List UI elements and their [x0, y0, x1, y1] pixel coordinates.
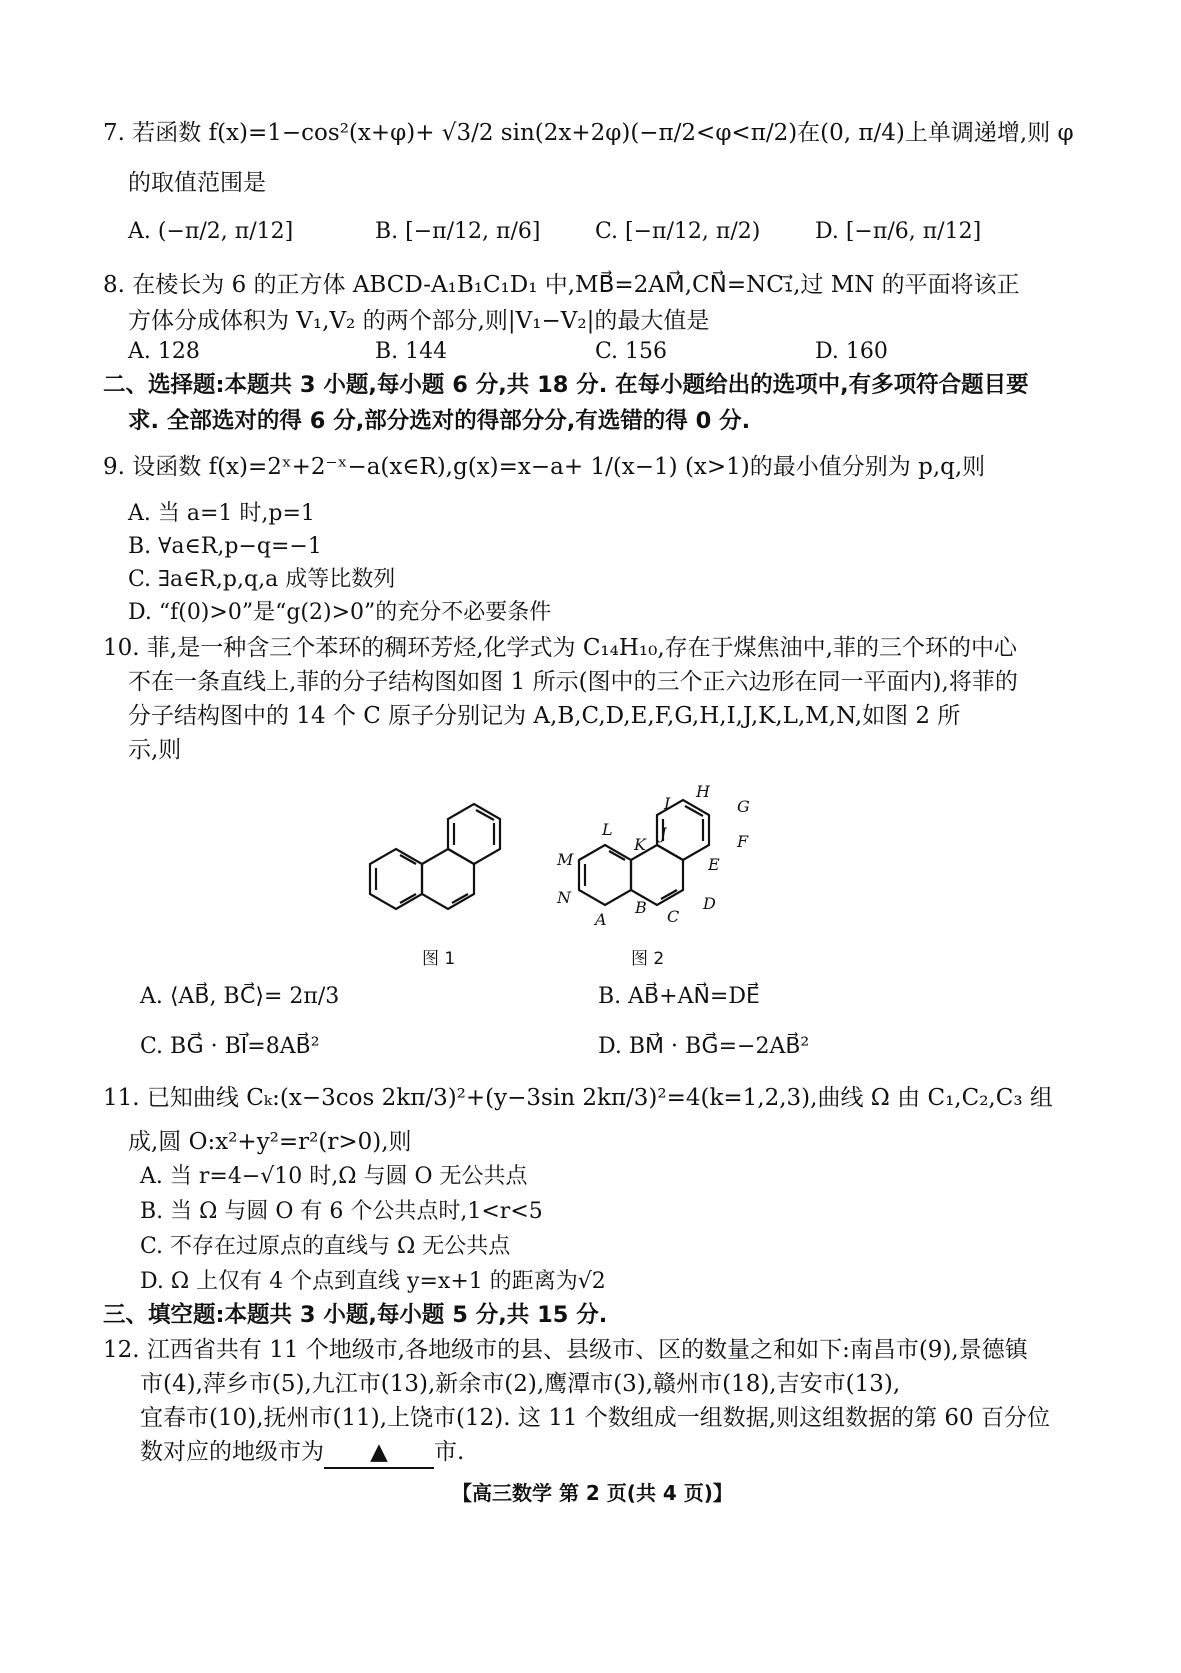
- q10-option-c: C. BG⃗ · BI⃗=8AB⃗²: [140, 1034, 320, 1059]
- atom-label-h: H: [696, 785, 710, 801]
- q10-line3: 分子结构图中的 14 个 C 原子分别记为 A,B,C,D,E,F,G,H,I,J,K,L,M,N,如图 2 所: [128, 703, 961, 729]
- atom-label-n: N: [557, 888, 571, 907]
- atom-label-c: C: [667, 907, 680, 926]
- q9-option-c: C. ∃a∈R,p,q,a 成等比数列: [128, 567, 396, 592]
- q7-line2: 的取值范围是: [128, 170, 266, 196]
- q8-line2: 方体分成体积为 V₁,V₂ 的两个部分,则|V₁−V₂|的最大值是: [128, 308, 710, 334]
- q7-line1: 7. 若函数 f(x)=1−cos²(x+φ)+ √3/2 sin(2x+2φ)(−π/2<φ<π/2)在(0, π/4)上单调递增,则 φ: [103, 120, 1074, 146]
- q7-option-a: A. (−π/2, π/12]: [128, 219, 294, 244]
- q8-option-d: D. 160: [815, 339, 888, 364]
- atom-label-l: L: [602, 820, 613, 839]
- q12-line2: 市(4),萍乡市(5),九江市(13),新余市(2),鹰潭市(3),赣州市(18),吉安市(13),: [140, 1371, 901, 1397]
- q12-line4: [140, 1437, 464, 1469]
- q11-option-b: B. 当 Ω 与圆 O 有 6 个公共点时,1<r<5: [140, 1199, 543, 1224]
- q10-line4: 示,则: [128, 737, 182, 763]
- q10-line1: 10. 菲,是一种含三个苯环的稠环芳烃,化学式为 C₁₄H₁₀,存在于煤焦油中,菲的三个环的中心: [103, 635, 1017, 661]
- atom-label-i: I: [664, 794, 671, 813]
- q11-option-a: A. 当 r=4−√10 时,Ω 与圆 O 无公共点: [140, 1164, 528, 1189]
- q10-option-d: D. BM⃗ · BG⃗=−2AB⃗²: [598, 1034, 810, 1059]
- q9-option-d: D. “f(0)>0”是“g(2)>0”的充分不必要条件: [128, 600, 552, 625]
- q9-option-b: B. ∀a∈R,p−q=−1: [128, 534, 322, 559]
- figure2-labeled-structure: [555, 785, 770, 945]
- atom-label-j: J: [660, 824, 667, 843]
- atom-label-d: D: [703, 894, 716, 913]
- page-footer: 【高三数学 第 2 页(共 4 页)】: [452, 1481, 733, 1505]
- q10-option-a: A. ⟨AB⃗, BC⃗⟩= 2π/3: [140, 984, 340, 1009]
- figure1-caption: 图 1: [422, 949, 456, 969]
- q12-line4-suffix: 市.: [434, 1439, 465, 1465]
- q8-option-b: B. 144: [375, 339, 448, 364]
- q11-option-d: D. Ω 上仅有 4 个点到直线 y=x+1 的距离为√2: [140, 1269, 606, 1294]
- q7-option-d: D. [−π/6, π/12]: [815, 219, 982, 244]
- q11-line1: 11. 已知曲线 Cₖ:(x−3cos 2kπ/3)²+(y−3sin 2kπ/3)²=4(k=1,2,3),曲线 Ω 由 C₁,C₂,C₃ 组: [103, 1085, 1053, 1111]
- q8-line1: 8. 在棱长为 6 的正方体 ABCD-A₁B₁C₁D₁ 中,MB⃗=2AM⃗,CN⃗=NC₁⃗,过 MN 的平面将该正: [103, 272, 1020, 298]
- atom-label-m: M: [557, 850, 574, 869]
- atom-label-g: G: [737, 797, 750, 816]
- atom-label-k: K: [634, 835, 646, 854]
- q7-option-c: C. [−π/12, π/2): [595, 219, 761, 244]
- atom-label-e: E: [708, 855, 720, 874]
- q12-line4-prefix: 数对应的地级市为: [140, 1439, 324, 1465]
- answer-blank[interactable]: [324, 1437, 434, 1469]
- q8-option-a: A. 128: [128, 339, 200, 364]
- q10-line2: 不在一条直线上,菲的分子结构图如图 1 所示(图中的三个正六边形在同一平面内),将菲的: [128, 669, 1018, 695]
- blank-triangle-mark: ▲: [370, 1439, 388, 1465]
- section2-line1: 二、选择题:本题共 3 小题,每小题 6 分,共 18 分. 在每小题给出的选项中,有多项符合题目要: [103, 372, 1029, 398]
- atom-label-b: B: [635, 898, 647, 917]
- q11-option-c: C. 不存在过原点的直线与 Ω 无公共点: [140, 1234, 511, 1259]
- atom-label-f: F: [737, 832, 749, 851]
- q11-line2: 成,圆 O:x²+y²=r²(r>0),则: [128, 1129, 412, 1155]
- section3-heading: 三、填空题:本题共 3 小题,每小题 5 分,共 15 分.: [103, 1302, 608, 1328]
- q9-option-a: A. 当 a=1 时,p=1: [128, 501, 315, 526]
- atom-label-a: A: [595, 910, 607, 929]
- q10-option-b: B. AB⃗+AN⃗=DE⃗: [598, 984, 760, 1009]
- q8-option-c: C. 156: [595, 339, 668, 364]
- figure1-phenanthrene: [350, 760, 550, 940]
- q12-line3: 宜春市(10),抚州市(11),上饶市(12). 这 11 个数组成一组数据,则这组数据的第 60 百分位: [140, 1405, 1050, 1431]
- q12-line1: 12. 江西省共有 11 个地级市,各地级市的县、县级市、区的数量之和如下:南昌市(9),景德镇: [103, 1337, 1028, 1363]
- q9-stem: 9. 设函数 f(x)=2ˣ+2⁻ˣ−a(x∈R),g(x)=x−a+ 1/(x−1) (x>1)的最小值分别为 p,q,则: [103, 454, 986, 480]
- q7-option-b: B. [−π/12, π/6]: [375, 219, 541, 244]
- section2-line2: 求. 全部选对的得 6 分,部分选对的得部分分,有选错的得 0 分.: [128, 408, 751, 434]
- figure2-caption: 图 2: [631, 949, 665, 969]
